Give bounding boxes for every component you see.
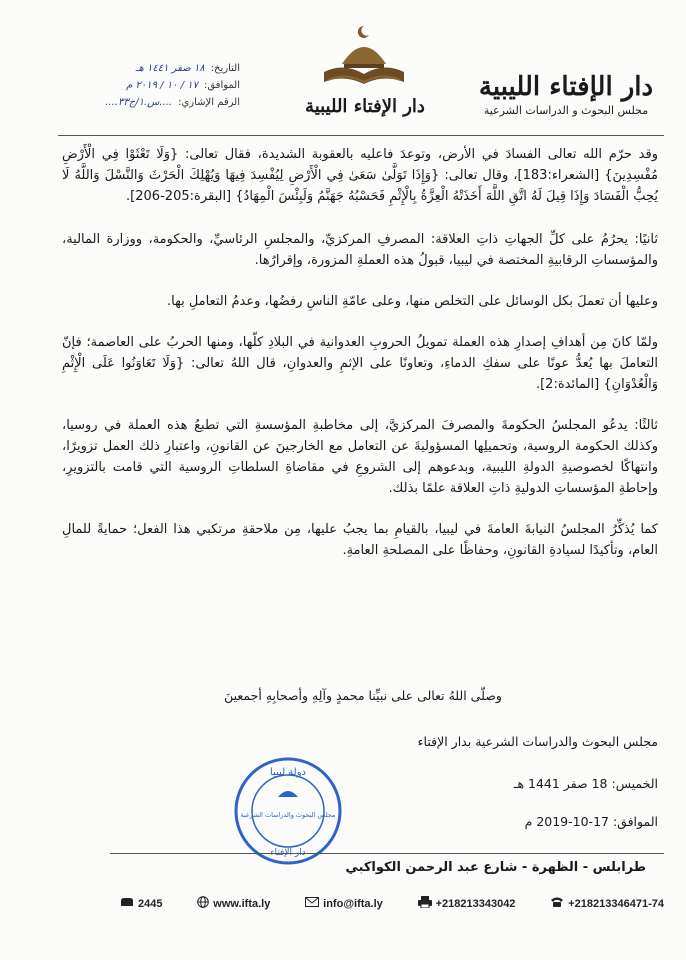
letterhead-brand — [466, 72, 666, 117]
official-stamp — [232, 755, 344, 867]
fax-icon — [418, 896, 432, 911]
footer-divider — [110, 853, 664, 854]
stamp-bottom-text: دار الإفتاء — [270, 848, 306, 858]
phone-contact — [550, 896, 664, 911]
website-url[interactable]: www.ifta.ly — [213, 897, 271, 910]
web-contact[interactable] — [197, 896, 270, 911]
email-address[interactable]: info@ifta.ly — [323, 897, 383, 910]
ref-label: التاريخ: — [210, 63, 240, 74]
paragraph: ثانيًا: يحرُمُ على كلِّ الجهاتِ ذاتِ العلاقة: المصرفِ المركزيِّ، والمجلسِ الرئاسيِّ، والحكومة، ووزارة المالية، والمؤسساتِ الرقابيةِ المختصة في ليبيا، قبولُ هذه العملةِ المزورة، وإقرارُها. — [62, 232, 658, 268]
ref-greg-row — [60, 77, 240, 94]
fax-contact — [418, 896, 516, 911]
ref-number-row — [60, 94, 240, 111]
reference-block — [60, 60, 240, 111]
ref-date-row — [60, 60, 240, 77]
email-contact[interactable] — [305, 897, 383, 910]
ref-label: الرقم الإشاري: — [178, 97, 240, 108]
fax-number: +218213343042 — [435, 897, 516, 910]
paragraph: وعليها أن تعملَ بكل الوسائل على التخلص منها، وعلى عامّةِ الناسِ رفضُها، وعدمُ التعاملِ بها. — [167, 294, 658, 309]
envelope-icon — [305, 897, 319, 910]
signature: مجلس البحوث والدراسات الشرعية بدار الإفتاء — [417, 734, 658, 749]
footer-contacts — [120, 896, 664, 911]
footer-address: طرابلس - الظهرة - شارع عبد الرحمن الكواكبي — [345, 860, 646, 875]
ref-value: ....س.١/ج٣٣.... — [105, 97, 173, 108]
stamp-top-text: دولة ليبيا — [269, 767, 307, 778]
phone-icon — [550, 896, 564, 911]
date-hijri: الخميس: 18 صفر 1441 هـ — [513, 776, 658, 791]
paragraph: ولمّا كانَ مِن أهدافِ إصدارِ هذه العملة تمويلُ الحروبِ العدوانية في البلادِ كلّها، ومنها الحربُ على العاصمة؛ فإنّ التعاملَ بها يُعدُّ عونًا على سفكِ الدماءِ، وتعاونًا على الإثمِ والعدوانِ، قال اللهُ تعالى: {وَلَا تَعَاوَنُوا عَلَى الْإِثْمِ وَالْعُدْوَانِ} [المائدة:2]. — [62, 335, 658, 392]
ref-value: ١٧ / ١٠ / ٢٠١٩ م — [126, 80, 198, 91]
letter-body — [62, 144, 658, 561]
paragraph: ثالثًا: يدعُو المجلسُ الحكومةَ والمصرفَ المركزيَّ، إلى مخاطبةِ المؤسسةِ التي تطبعُ هذه العملة في روسيا، وكذلك الحكومة الروسية، وتحميلِها المسؤوليةَ عن التعامل مع الخارجينَ عن القانونِ، واعتبارِ ذلك العمل تزويرًا، وانتهاكًا لخصوصيةِ الدولةِ الليبية، وبدعوهم إلى الشروعِ في مقاضاةِ السلطاتِ الروسية التي قامت بالتزويرِ، وإحاطةِ المؤسساتِ الدوليةِ ذاتِ العلاقة علمًا بذلك. — [62, 418, 658, 496]
date-gregorian: الموافق: 17-10-2019 م — [524, 814, 658, 829]
ref-value: ١٨ صفر ١٤٤١ هـ — [135, 63, 205, 74]
paragraph: وقد حرّم الله تعالى الفسادَ في الأرض، وتوعدَ فاعليه بالعقوبة الشديدة، فقال تعالى: {وَلَا تَعْثَوْا فِي الْأَرْضِ مُفْسِدِينَ} [الشعراء:183]، وقال تعالى: {وَإِذَا تَوَلَّىٰ سَعَىٰ فِي الْأَرْضِ لِيُفْسِدَ فِيهَا وَيُهْلِكَ الْحَرْثَ وَالنَّسْلَ وَاللَّهُ لَا يُحِبُّ الْفَسَادَ وَإِذَا قِيلَ لَهُ اتَّقِ اللَّهَ أَخَذَتْهُ الْعِزَّةُ بِالْإِثْمِ فَحَسْبُهُ جَهَنَّمُ وَلَبِئْسَ الْمِهَادُ} [البقرة:205-206]. — [62, 147, 659, 204]
closing-line: وصلّى اللهُ تعالى على نبيِّنا محمدٍ وآلِهِ وأصحابِهِ أجمعينَ — [224, 688, 502, 703]
brand-title: دار الإفتاء الليبية — [478, 72, 654, 102]
logo-caption: دار الإفتاء الليبية — [305, 96, 425, 117]
brand-subtitle: مجلس البحوث و الدراسات الشرعية — [483, 104, 649, 117]
pobox-number: 2445 — [138, 897, 163, 910]
header-divider — [58, 135, 664, 136]
stamp-center-text: مجلس البحوث والدراسات الشرعية — [240, 811, 336, 819]
phone-number: +218213346471-74 — [568, 897, 664, 910]
globe-icon — [197, 896, 209, 911]
mailbox-icon — [120, 897, 134, 910]
ref-label: الموافق: — [203, 80, 240, 91]
pobox-contact — [120, 897, 162, 910]
paragraph: كما يُذكِّرُ المجلسُ النيابةَ العامةَ في ليبيا، بالقيامِ بما يجبُ عليها، مِن ملاحقةِ مرتكبي هذا الفعل؛ حمايةً للمالِ العام، وتأكيدًا لسيادةِ القانونِ، وحفاظًا على المصلحةِ العامةِ. — [62, 522, 658, 558]
